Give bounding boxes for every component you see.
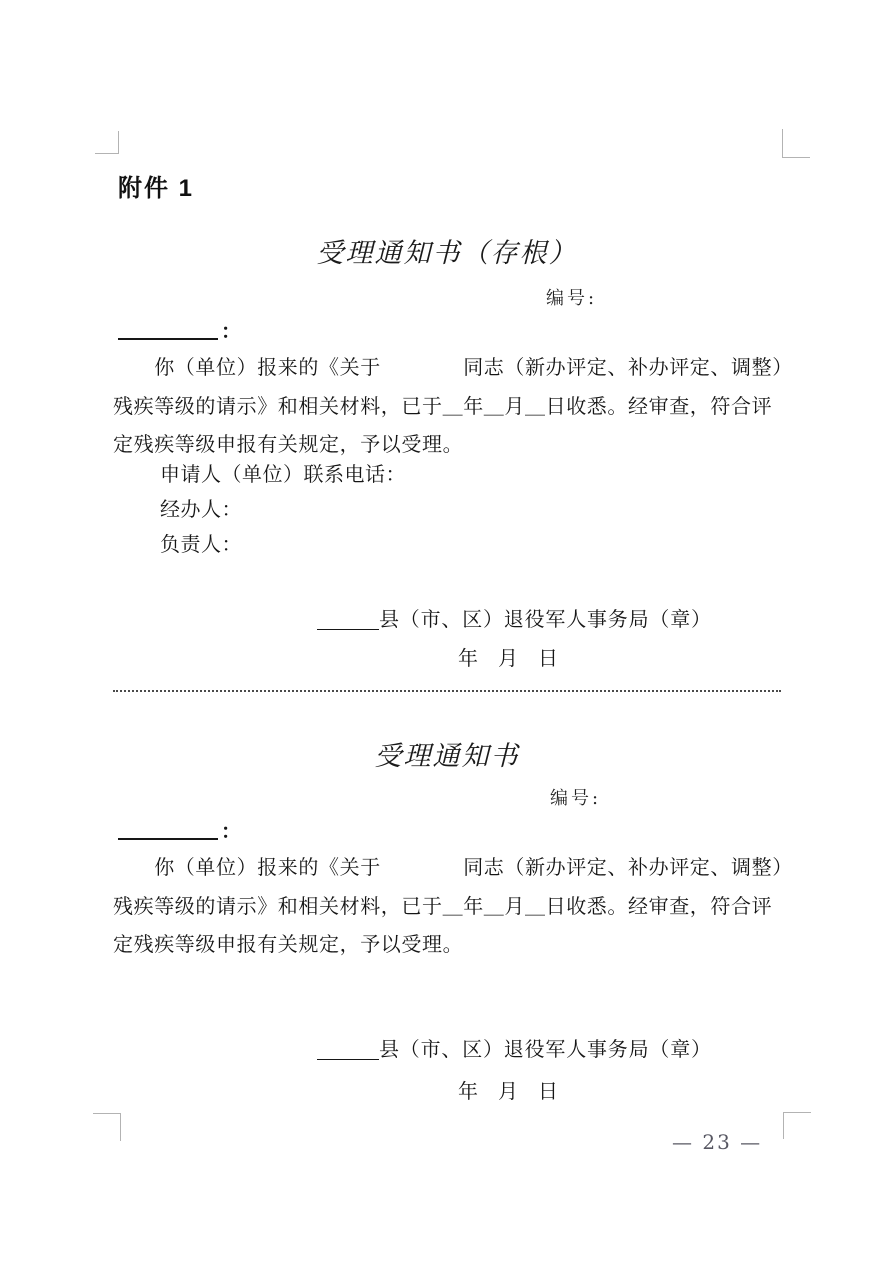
notice-title: 受理通知书 — [374, 741, 520, 772]
notice-paragraph-line: 残疾等级的请示》和相关材料，已于＿年＿月＿日收悉。经审查，符合评 — [113, 893, 773, 918]
notice-date-line: 年 月 日 — [458, 1079, 558, 1103]
cropmark-bottom-left — [93, 1113, 121, 1141]
notice-salutation-colon: ： — [221, 819, 241, 843]
stub-salutation — [118, 316, 241, 343]
page-number: — 23 — — [672, 1130, 763, 1154]
stub-signature-text: 县（市、区）退役军人事务局（章） — [379, 607, 712, 631]
cropmark-top-right — [782, 129, 810, 158]
notice-number-label: 编号: — [550, 788, 602, 809]
stub-paragraph-line: 你（单位）报来的《关于 同志（新办评定、补办评定、调整） — [113, 355, 793, 379]
notice-paragraph-line: 你（单位）报来的《关于 同志（新办评定、补办评定、调整） — [113, 855, 793, 879]
stub-number-label: 编号: — [546, 288, 598, 309]
stub-paragraph-line: 定残疾等级申报有关规定，予以受理。 — [113, 432, 464, 456]
notice-signature-line — [317, 1034, 712, 1060]
notice-signature-text: 县（市、区）退役军人事务局（章） — [379, 1037, 712, 1061]
attachment-label: 附件 1 — [118, 175, 195, 202]
notice-paragraph — [113, 848, 793, 964]
notice-salutation — [118, 816, 241, 843]
notice-paragraph-line: 定残疾等级申报有关规定，予以受理。 — [113, 932, 464, 956]
stub-date-line: 年 月 日 — [458, 646, 558, 670]
cropmark-bottom-right — [783, 1112, 811, 1139]
notice-salutation-blank-line — [118, 814, 218, 840]
cropmark-top-left — [95, 131, 119, 154]
notice-signature-blank-line — [317, 1033, 379, 1060]
stub-paragraph-line: 残疾等级的请示》和相关材料，已于＿年＿月＿日收悉。经审查，符合评 — [113, 393, 773, 418]
stub-title: 受理通知书（存根） — [316, 238, 578, 269]
section-divider-dotted-line — [113, 682, 781, 692]
stub-signature-line — [317, 604, 712, 630]
stub-salutation-blank-line — [118, 314, 218, 340]
stub-contact-line: 申请人（单位）联系电话： — [160, 462, 406, 486]
stub-responsible-line: 负责人： — [160, 532, 242, 556]
stub-handler-line: 经办人： — [160, 497, 242, 521]
stub-signature-blank-line — [317, 603, 379, 630]
stub-paragraph — [113, 348, 793, 464]
stub-salutation-colon: ： — [221, 319, 241, 343]
